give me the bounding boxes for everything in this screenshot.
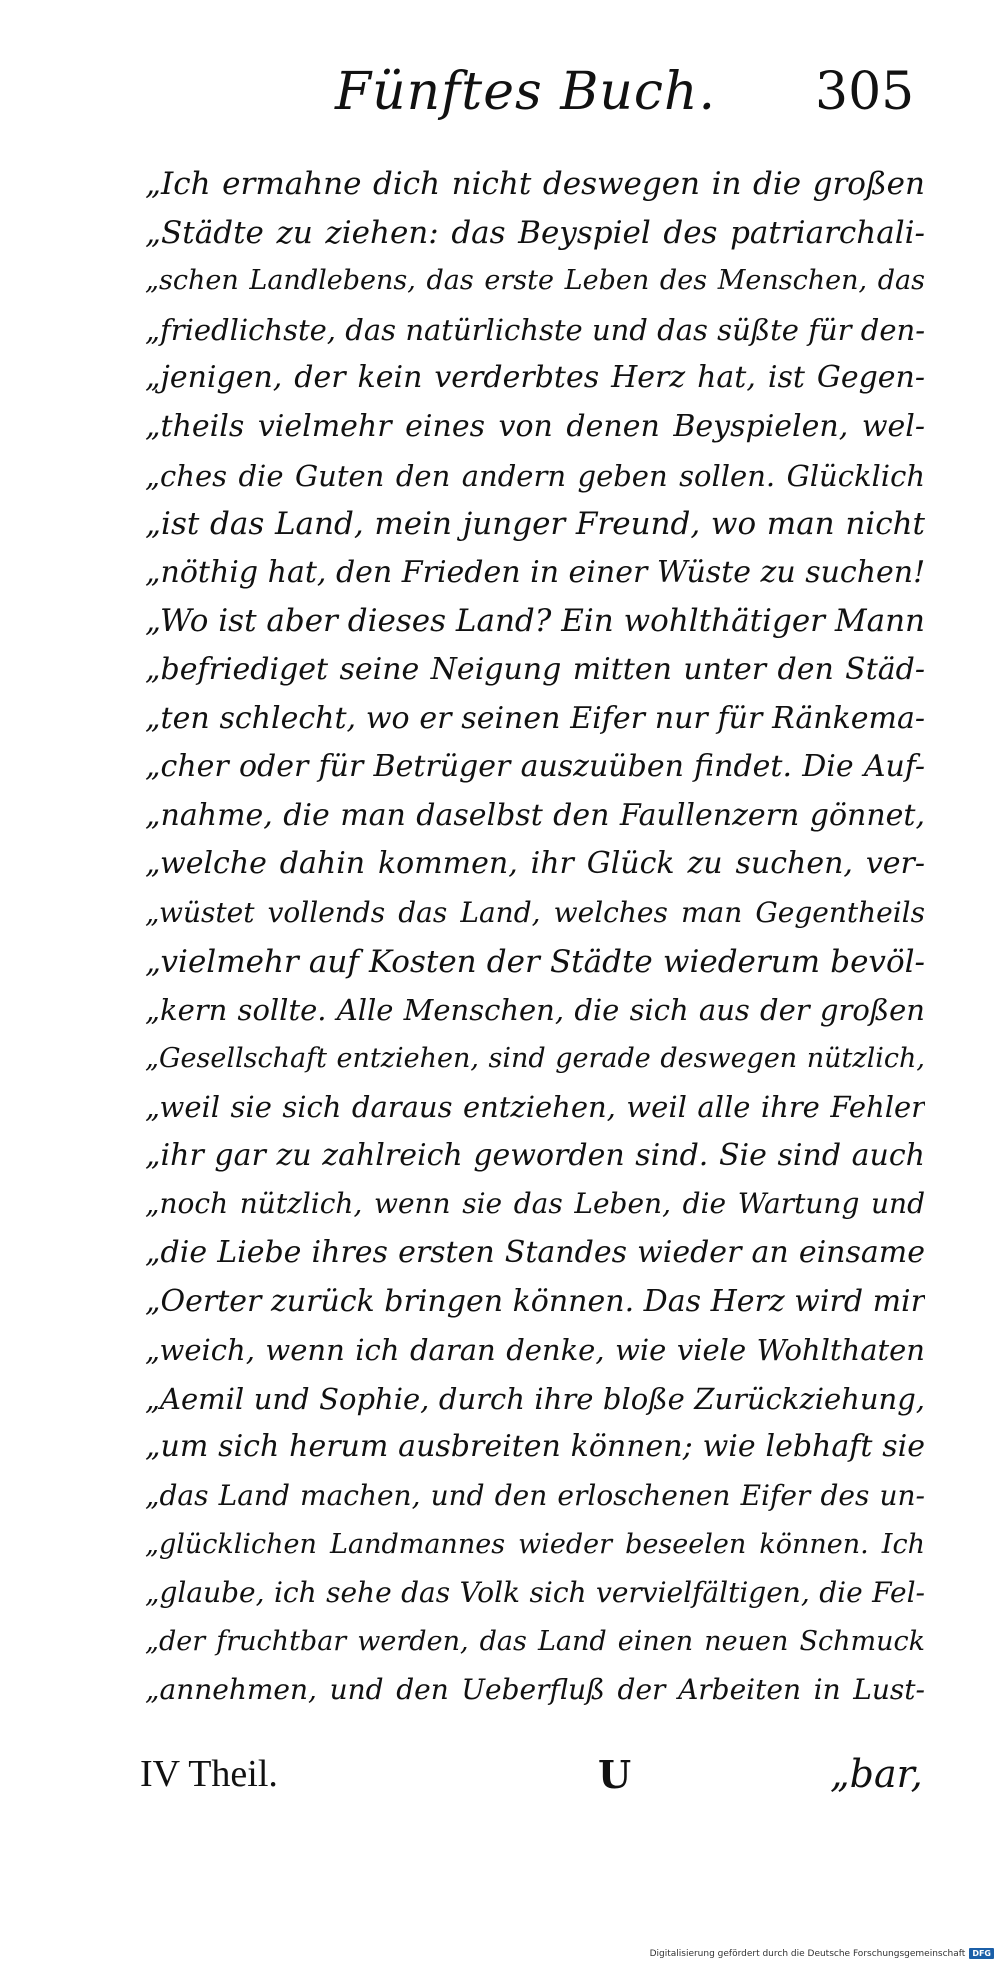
text-line: „theils vielmehr eines von denen Beyspielen, wel- (145, 408, 925, 444)
page-number: 305 (815, 62, 915, 122)
text-line: „weich, wenn ich daran denke, wie viele Wohlthaten (145, 1333, 925, 1368)
text-line: „die Liebe ihres ersten Standes wieder an einsame (145, 1235, 925, 1271)
text-line: „weil sie sich daraus entziehen, weil alle ihre Fehler (145, 1090, 925, 1125)
page-header (0, 62, 1000, 132)
text-line: „ches die Guten den andern geben sollen. Glücklich (145, 458, 925, 493)
text-line: „glücklichen Landmannes wieder beseelen können. Ich (145, 1528, 925, 1560)
signature-mark: U (598, 1752, 632, 1797)
text-line: „befriediget seine Neigung mitten unter den Städ- (145, 651, 925, 687)
text-line: „Aemil und Sophie, durch ihre bloße Zurückziehung, (145, 1381, 925, 1416)
text-line: „kern sollte. Alle Menschen, die sich aus der großen (145, 993, 925, 1028)
text-line: „cher oder für Betrüger auszuüben findet. Die Auf- (145, 749, 925, 785)
text-line: „der fruchtbar werden, das Land einen neuen Schmuck (145, 1625, 925, 1657)
text-line: „vielmehr auf Kosten der Städte wiederum bevöl- (145, 943, 925, 980)
text-line: „schen Landlebens, das erste Leben des Menschen, das (145, 265, 925, 297)
page-footer (0, 1752, 1000, 1812)
text-line: „annehmen, und den Ueberfluß der Arbeiten in Lust- (145, 1673, 925, 1707)
credit-text: Digitalisierung gefördert durch die Deutsche Forschungsgemeinschaft (649, 1948, 966, 1959)
text-line: „ist das Land, mein junger Freund, wo man nicht (145, 506, 925, 543)
text-line: „noch nützlich, wenn sie das Leben, die Wartung und (145, 1187, 925, 1221)
text-line: „ihr gar zu zahlreich geworden sind. Sie sind auch (145, 1137, 925, 1173)
text-line: „Oerter zurück bringen können. Das Herz wird mir (145, 1283, 925, 1319)
dfg-logo: DFG (969, 1948, 994, 1959)
text-line: „Städte zu ziehen: das Beyspiel des patriarchali- (145, 214, 925, 251)
digitization-credit (650, 1948, 994, 1959)
running-title: Fünftes Buch. (335, 62, 717, 122)
text-line: „um sich herum ausbreiten können; wie lebhaft sie (145, 1429, 925, 1465)
part-label: IV Theil. (140, 1753, 278, 1795)
catchword: „bar, (830, 1752, 923, 1796)
text-line: „Gesellschaft entziehen, sind gerade deswegen nützlich, (145, 1042, 925, 1074)
text-line: „ten schlecht, wo er seinen Eifer nur für Ränkema- (145, 700, 925, 736)
text-line: „wüstet vollends das Land, welches man Gegentheils (145, 895, 925, 929)
text-line: „friedlichste, das natürlichste und das süßte für den- (145, 312, 925, 347)
text-line: „das Land machen, und den erloschenen Eifer des un- (145, 1479, 925, 1513)
text-line: „jenigen, der kein verderbtes Herz hat, ist Gegen- (145, 360, 925, 396)
text-line: „Ich ermahne dich nicht deswegen in die großen (145, 166, 925, 202)
text-line: „welche dahin kommen, ihr Glück zu suchen, ver- (145, 846, 925, 882)
text-line: „nöthig hat, den Frieden in einer Wüste zu suchen! (145, 554, 925, 590)
body-text (145, 160, 925, 1715)
text-line: „glaube, ich sehe das Volk sich vervielfältigen, die Fel- (145, 1576, 925, 1610)
text-line: „Wo ist aber dieses Land? Ein wohlthätiger Mann (145, 603, 925, 640)
text-line: „nahme, die man daselbst den Faullenzern gönnet, (145, 797, 925, 833)
